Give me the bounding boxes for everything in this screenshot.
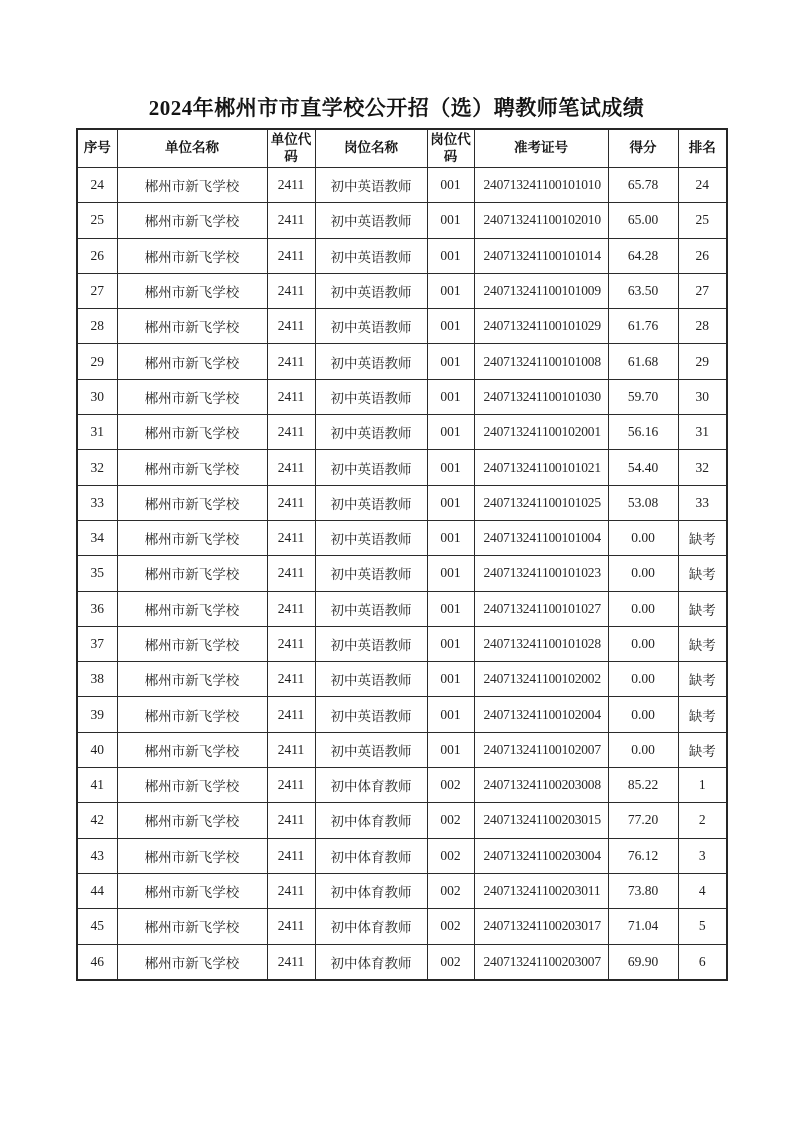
cell-score: 61.76 bbox=[608, 309, 678, 344]
cell-post_code: 002 bbox=[427, 944, 474, 980]
table-row bbox=[77, 626, 727, 661]
cell-ticket_no: 240713241100101008 bbox=[474, 344, 608, 379]
cell-post_code: 001 bbox=[427, 450, 474, 485]
table-row bbox=[77, 450, 727, 485]
table-row bbox=[77, 556, 727, 591]
cell-ticket_no: 240713241100203007 bbox=[474, 944, 608, 980]
cell-unit_code: 2411 bbox=[267, 732, 315, 767]
cell-index: 46 bbox=[77, 944, 117, 980]
cell-post_name: 初中英语教师 bbox=[315, 238, 427, 273]
cell-unit_name: 郴州市新飞学校 bbox=[117, 309, 267, 344]
column-header-ticket_no: 准考证号 bbox=[474, 129, 608, 168]
cell-rank: 缺考 bbox=[678, 732, 727, 767]
cell-unit_name: 郴州市新飞学校 bbox=[117, 873, 267, 908]
table-row bbox=[77, 415, 727, 450]
cell-unit_name: 郴州市新飞学校 bbox=[117, 485, 267, 520]
cell-rank: 30 bbox=[678, 379, 727, 414]
cell-index: 36 bbox=[77, 591, 117, 626]
cell-rank: 缺考 bbox=[678, 662, 727, 697]
cell-post_code: 001 bbox=[427, 697, 474, 732]
cell-score: 0.00 bbox=[608, 697, 678, 732]
column-header-unit_code: 单位代码 bbox=[267, 129, 315, 168]
cell-ticket_no: 240713241100101021 bbox=[474, 450, 608, 485]
cell-index: 24 bbox=[77, 168, 117, 203]
cell-unit_name: 郴州市新飞学校 bbox=[117, 450, 267, 485]
table-body bbox=[77, 168, 727, 980]
cell-unit_name: 郴州市新飞学校 bbox=[117, 697, 267, 732]
column-header-post_code: 岗位代码 bbox=[427, 129, 474, 168]
cell-index: 39 bbox=[77, 697, 117, 732]
cell-post_code: 001 bbox=[427, 273, 474, 308]
cell-index: 42 bbox=[77, 803, 117, 838]
cell-post_name: 初中英语教师 bbox=[315, 520, 427, 555]
cell-post_name: 初中英语教师 bbox=[315, 732, 427, 767]
cell-unit_code: 2411 bbox=[267, 626, 315, 661]
cell-score: 65.00 bbox=[608, 203, 678, 238]
table-row bbox=[77, 379, 727, 414]
cell-post_name: 初中英语教师 bbox=[315, 662, 427, 697]
cell-unit_name: 郴州市新飞学校 bbox=[117, 344, 267, 379]
cell-ticket_no: 240713241100101023 bbox=[474, 556, 608, 591]
cell-unit_code: 2411 bbox=[267, 591, 315, 626]
cell-score: 73.80 bbox=[608, 873, 678, 908]
cell-unit_code: 2411 bbox=[267, 944, 315, 980]
cell-index: 26 bbox=[77, 238, 117, 273]
cell-index: 31 bbox=[77, 415, 117, 450]
cell-ticket_no: 240713241100101025 bbox=[474, 485, 608, 520]
cell-post_code: 001 bbox=[427, 238, 474, 273]
cell-score: 0.00 bbox=[608, 520, 678, 555]
cell-ticket_no: 240713241100203008 bbox=[474, 768, 608, 803]
cell-unit_code: 2411 bbox=[267, 309, 315, 344]
cell-post_code: 002 bbox=[427, 873, 474, 908]
cell-unit_code: 2411 bbox=[267, 203, 315, 238]
cell-unit_name: 郴州市新飞学校 bbox=[117, 203, 267, 238]
table-row bbox=[77, 238, 727, 273]
table-row bbox=[77, 203, 727, 238]
cell-index: 43 bbox=[77, 838, 117, 873]
table-row bbox=[77, 485, 727, 520]
cell-index: 40 bbox=[77, 732, 117, 767]
cell-score: 54.40 bbox=[608, 450, 678, 485]
cell-ticket_no: 240713241100203017 bbox=[474, 909, 608, 944]
cell-score: 76.12 bbox=[608, 838, 678, 873]
table-row bbox=[77, 803, 727, 838]
cell-post_code: 001 bbox=[427, 168, 474, 203]
cell-score: 65.78 bbox=[608, 168, 678, 203]
cell-post_name: 初中英语教师 bbox=[315, 379, 427, 414]
cell-unit_code: 2411 bbox=[267, 450, 315, 485]
cell-ticket_no: 240713241100101029 bbox=[474, 309, 608, 344]
cell-unit_code: 2411 bbox=[267, 768, 315, 803]
cell-post_code: 002 bbox=[427, 768, 474, 803]
cell-unit_name: 郴州市新飞学校 bbox=[117, 768, 267, 803]
cell-rank: 缺考 bbox=[678, 697, 727, 732]
cell-score: 53.08 bbox=[608, 485, 678, 520]
cell-score: 0.00 bbox=[608, 732, 678, 767]
cell-index: 27 bbox=[77, 273, 117, 308]
table-row bbox=[77, 909, 727, 944]
cell-rank: 6 bbox=[678, 944, 727, 980]
cell-post_name: 初中英语教师 bbox=[315, 697, 427, 732]
cell-score: 0.00 bbox=[608, 591, 678, 626]
cell-post_name: 初中英语教师 bbox=[315, 556, 427, 591]
cell-unit_code: 2411 bbox=[267, 520, 315, 555]
cell-index: 41 bbox=[77, 768, 117, 803]
cell-rank: 缺考 bbox=[678, 626, 727, 661]
cell-rank: 1 bbox=[678, 768, 727, 803]
cell-post_name: 初中英语教师 bbox=[315, 415, 427, 450]
cell-post_code: 001 bbox=[427, 309, 474, 344]
cell-score: 0.00 bbox=[608, 626, 678, 661]
cell-unit_code: 2411 bbox=[267, 873, 315, 908]
cell-rank: 31 bbox=[678, 415, 727, 450]
cell-unit_name: 郴州市新飞学校 bbox=[117, 662, 267, 697]
cell-ticket_no: 240713241100203004 bbox=[474, 838, 608, 873]
cell-ticket_no: 240713241100101010 bbox=[474, 168, 608, 203]
cell-ticket_no: 240713241100102001 bbox=[474, 415, 608, 450]
cell-unit_code: 2411 bbox=[267, 662, 315, 697]
cell-unit_name: 郴州市新飞学校 bbox=[117, 591, 267, 626]
cell-post_code: 002 bbox=[427, 909, 474, 944]
table-row bbox=[77, 732, 727, 767]
cell-post_code: 002 bbox=[427, 803, 474, 838]
table-row bbox=[77, 944, 727, 980]
cell-rank: 5 bbox=[678, 909, 727, 944]
cell-index: 35 bbox=[77, 556, 117, 591]
cell-unit_name: 郴州市新飞学校 bbox=[117, 732, 267, 767]
cell-post_name: 初中英语教师 bbox=[315, 309, 427, 344]
table-row bbox=[77, 168, 727, 203]
cell-index: 38 bbox=[77, 662, 117, 697]
cell-unit_name: 郴州市新飞学校 bbox=[117, 168, 267, 203]
cell-rank: 缺考 bbox=[678, 520, 727, 555]
cell-post_name: 初中英语教师 bbox=[315, 344, 427, 379]
cell-unit_name: 郴州市新飞学校 bbox=[117, 273, 267, 308]
table-row bbox=[77, 662, 727, 697]
cell-post_name: 初中英语教师 bbox=[315, 591, 427, 626]
cell-rank: 3 bbox=[678, 838, 727, 873]
cell-ticket_no: 240713241100102007 bbox=[474, 732, 608, 767]
cell-score: 71.04 bbox=[608, 909, 678, 944]
cell-post_code: 001 bbox=[427, 556, 474, 591]
cell-index: 33 bbox=[77, 485, 117, 520]
table-row bbox=[77, 591, 727, 626]
cell-post_name: 初中英语教师 bbox=[315, 450, 427, 485]
column-header-unit_name: 单位名称 bbox=[117, 129, 267, 168]
table-header bbox=[77, 129, 727, 168]
column-header-index: 序号 bbox=[77, 129, 117, 168]
cell-post_name: 初中体育教师 bbox=[315, 909, 427, 944]
cell-score: 85.22 bbox=[608, 768, 678, 803]
cell-rank: 缺考 bbox=[678, 556, 727, 591]
cell-unit_name: 郴州市新飞学校 bbox=[117, 415, 267, 450]
cell-index: 29 bbox=[77, 344, 117, 379]
cell-index: 37 bbox=[77, 626, 117, 661]
cell-post_code: 001 bbox=[427, 662, 474, 697]
cell-post_code: 001 bbox=[427, 732, 474, 767]
cell-unit_name: 郴州市新飞学校 bbox=[117, 556, 267, 591]
table-row bbox=[77, 520, 727, 555]
cell-ticket_no: 240713241100101027 bbox=[474, 591, 608, 626]
score-table bbox=[76, 128, 728, 981]
table-row bbox=[77, 873, 727, 908]
cell-unit_name: 郴州市新飞学校 bbox=[117, 520, 267, 555]
cell-unit_code: 2411 bbox=[267, 838, 315, 873]
cell-index: 28 bbox=[77, 309, 117, 344]
table-row bbox=[77, 838, 727, 873]
cell-unit_code: 2411 bbox=[267, 344, 315, 379]
header-row bbox=[77, 129, 727, 168]
cell-ticket_no: 240713241100101028 bbox=[474, 626, 608, 661]
cell-post_code: 001 bbox=[427, 379, 474, 414]
cell-ticket_no: 240713241100102004 bbox=[474, 697, 608, 732]
cell-post_name: 初中英语教师 bbox=[315, 485, 427, 520]
cell-post_code: 001 bbox=[427, 520, 474, 555]
column-header-post_name: 岗位名称 bbox=[315, 129, 427, 168]
cell-rank: 25 bbox=[678, 203, 727, 238]
cell-index: 32 bbox=[77, 450, 117, 485]
cell-unit_code: 2411 bbox=[267, 168, 315, 203]
cell-post_code: 001 bbox=[427, 415, 474, 450]
cell-score: 63.50 bbox=[608, 273, 678, 308]
cell-unit_name: 郴州市新飞学校 bbox=[117, 626, 267, 661]
cell-post_name: 初中英语教师 bbox=[315, 626, 427, 661]
cell-ticket_no: 240713241100102010 bbox=[474, 203, 608, 238]
cell-unit_code: 2411 bbox=[267, 415, 315, 450]
cell-unit_code: 2411 bbox=[267, 485, 315, 520]
cell-post_code: 002 bbox=[427, 838, 474, 873]
cell-post_name: 初中体育教师 bbox=[315, 873, 427, 908]
cell-rank: 26 bbox=[678, 238, 727, 273]
table-row bbox=[77, 273, 727, 308]
cell-index: 45 bbox=[77, 909, 117, 944]
cell-unit_code: 2411 bbox=[267, 379, 315, 414]
cell-post_name: 初中体育教师 bbox=[315, 838, 427, 873]
cell-post_name: 初中英语教师 bbox=[315, 203, 427, 238]
cell-ticket_no: 240713241100101009 bbox=[474, 273, 608, 308]
cell-rank: 33 bbox=[678, 485, 727, 520]
table-row bbox=[77, 697, 727, 732]
cell-post_code: 001 bbox=[427, 203, 474, 238]
cell-rank: 29 bbox=[678, 344, 727, 379]
cell-post_name: 初中英语教师 bbox=[315, 273, 427, 308]
table-row bbox=[77, 344, 727, 379]
cell-unit_code: 2411 bbox=[267, 803, 315, 838]
cell-unit_name: 郴州市新飞学校 bbox=[117, 944, 267, 980]
cell-post_name: 初中体育教师 bbox=[315, 944, 427, 980]
cell-post_name: 初中体育教师 bbox=[315, 768, 427, 803]
cell-post_code: 001 bbox=[427, 344, 474, 379]
cell-post_code: 001 bbox=[427, 591, 474, 626]
cell-rank: 27 bbox=[678, 273, 727, 308]
cell-rank: 24 bbox=[678, 168, 727, 203]
table-row bbox=[77, 309, 727, 344]
cell-unit_code: 2411 bbox=[267, 697, 315, 732]
cell-index: 44 bbox=[77, 873, 117, 908]
cell-unit_name: 郴州市新飞学校 bbox=[117, 838, 267, 873]
cell-score: 0.00 bbox=[608, 556, 678, 591]
cell-unit_name: 郴州市新飞学校 bbox=[117, 238, 267, 273]
cell-ticket_no: 240713241100101030 bbox=[474, 379, 608, 414]
cell-rank: 2 bbox=[678, 803, 727, 838]
cell-unit_code: 2411 bbox=[267, 909, 315, 944]
cell-rank: 28 bbox=[678, 309, 727, 344]
column-header-rank: 排名 bbox=[678, 129, 727, 168]
cell-post_code: 001 bbox=[427, 626, 474, 661]
cell-index: 34 bbox=[77, 520, 117, 555]
cell-score: 0.00 bbox=[608, 662, 678, 697]
cell-score: 69.90 bbox=[608, 944, 678, 980]
cell-score: 64.28 bbox=[608, 238, 678, 273]
column-header-score: 得分 bbox=[608, 129, 678, 168]
cell-unit_name: 郴州市新飞学校 bbox=[117, 909, 267, 944]
cell-unit_code: 2411 bbox=[267, 238, 315, 273]
cell-ticket_no: 240713241100203015 bbox=[474, 803, 608, 838]
cell-ticket_no: 240713241100101014 bbox=[474, 238, 608, 273]
cell-ticket_no: 240713241100101004 bbox=[474, 520, 608, 555]
cell-ticket_no: 240713241100102002 bbox=[474, 662, 608, 697]
cell-unit_code: 2411 bbox=[267, 556, 315, 591]
cell-score: 56.16 bbox=[608, 415, 678, 450]
cell-score: 59.70 bbox=[608, 379, 678, 414]
cell-post_code: 001 bbox=[427, 485, 474, 520]
cell-unit_code: 2411 bbox=[267, 273, 315, 308]
cell-post_name: 初中体育教师 bbox=[315, 803, 427, 838]
cell-score: 61.68 bbox=[608, 344, 678, 379]
cell-post_name: 初中英语教师 bbox=[315, 168, 427, 203]
cell-rank: 缺考 bbox=[678, 591, 727, 626]
cell-index: 30 bbox=[77, 379, 117, 414]
cell-ticket_no: 240713241100203011 bbox=[474, 873, 608, 908]
cell-unit_name: 郴州市新飞学校 bbox=[117, 379, 267, 414]
page-title: 2024年郴州市市直学校公开招（选）聘教师笔试成绩 bbox=[148, 96, 645, 120]
cell-rank: 32 bbox=[678, 450, 727, 485]
cell-index: 25 bbox=[77, 203, 117, 238]
cell-rank: 4 bbox=[678, 873, 727, 908]
table-row bbox=[77, 768, 727, 803]
cell-unit_name: 郴州市新飞学校 bbox=[117, 803, 267, 838]
cell-score: 77.20 bbox=[608, 803, 678, 838]
